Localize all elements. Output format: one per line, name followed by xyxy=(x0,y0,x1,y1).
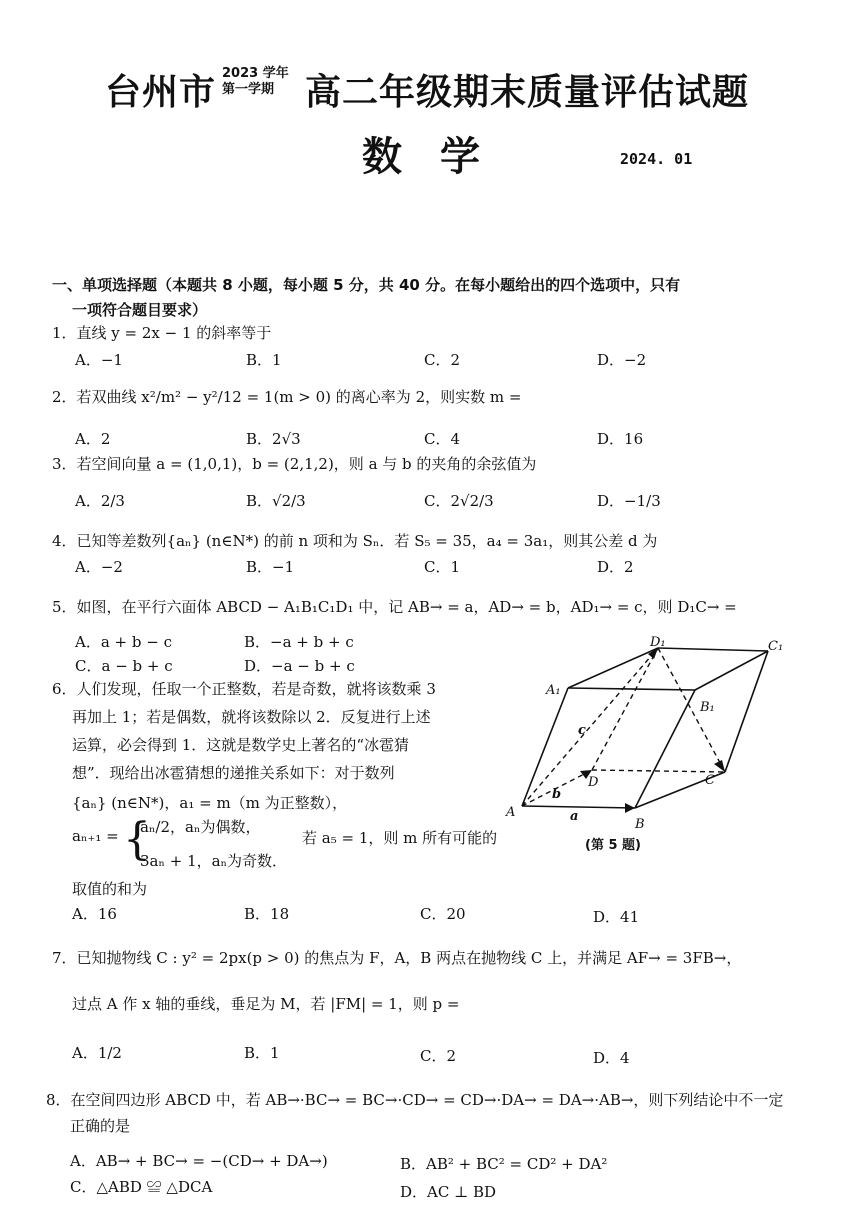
question-6-line4: 想”．现给出冰雹猜想的递推关系如下：对于数列 xyxy=(72,764,395,782)
q5-option-d: D．−a − b + c xyxy=(244,657,355,675)
question-1-stem: 1．直线 y = 2x − 1 的斜率等于 xyxy=(52,324,272,342)
arrow-a-head xyxy=(625,803,635,813)
q5-option-c: C．a − b + c xyxy=(75,657,173,675)
section-heading-line1: 一、单项选择题（本题共 8 小题，每小题 5 分，共 40 分。在每小题给出的四个选项中，只有 xyxy=(52,276,681,294)
exam-title: 高二年级期末质量评估试题 xyxy=(305,72,750,113)
label-c: C xyxy=(705,773,715,788)
edge-d1c1 xyxy=(658,648,768,651)
school-year-line2: 第一学期 xyxy=(222,82,275,97)
q4-option-c: C．1 xyxy=(424,558,461,576)
label-vector-a: a xyxy=(570,809,579,824)
q5-option-b: B．−a + b + c xyxy=(244,633,354,651)
q6-option-c: C．20 xyxy=(420,905,466,923)
label-b: B xyxy=(635,817,645,832)
q4-option-d: D．2 xyxy=(597,558,634,576)
q2-option-c: C．4 xyxy=(424,430,461,448)
q1-option-b: B．1 xyxy=(246,351,282,369)
edge-bb1 xyxy=(635,690,695,808)
label-d1: D₁ xyxy=(650,636,666,650)
edge-dc-dashed xyxy=(592,770,725,772)
q6-option-b: B．18 xyxy=(244,905,290,923)
q6-formula-case2: 3aₙ + 1，aₙ为奇数． xyxy=(140,852,288,870)
q3-option-a: A．2/3 xyxy=(75,492,125,510)
q7-option-d: D．4 xyxy=(593,1049,630,1067)
question-6-line6: 若 a₅ = 1，则 m 所有可能的 xyxy=(302,829,498,847)
question-6-line3: 运算，必会得到 1．这就是数学史上著名的“冰雹猜 xyxy=(72,736,409,754)
edge-d1c-dashed xyxy=(658,648,725,772)
q8-option-a: A．AB→ + BC→ = −(CD→ + DA→) xyxy=(70,1152,328,1170)
figure-caption: (第 5 题) xyxy=(585,838,641,853)
q8-option-c: C．△ABD ≌ △DCA xyxy=(70,1178,213,1196)
q6-formula-brace: { xyxy=(123,814,151,865)
edge-dd1-dashed xyxy=(592,648,658,770)
label-a1: A₁ xyxy=(546,683,561,698)
q4-option-b: B．−1 xyxy=(246,558,295,576)
q3-option-b: B．√2/3 xyxy=(246,492,306,510)
q8-option-d: D．AC ⊥ BD xyxy=(400,1183,497,1201)
q7-option-c: C．2 xyxy=(420,1047,457,1065)
arrow-d1c-head xyxy=(714,760,725,772)
question-7-line1: 7．已知抛物线 C : y² = 2px(p > 0) 的焦点为 F，A，B 两点在抛物线 C 上，并满足 AF→ = 3FB→， xyxy=(52,949,742,967)
edge-aa1 xyxy=(522,688,568,806)
edge-cc1 xyxy=(725,651,768,772)
q6-formula-case1: aₙ/2，aₙ为偶数， xyxy=(140,818,261,836)
question-8-line1: 8．在空间四边形 ABCD 中，若 AB→·BC→ = BC→·CD→ = CD→·DA→ = DA→·AB→，则下列结论中不一定 xyxy=(46,1091,784,1109)
city-name: 台州市 xyxy=(105,72,217,113)
question-6-line5: {aₙ} (n∈N*)，a₁ = m（m 为正整数）， xyxy=(72,794,348,812)
q4-option-a: A．−2 xyxy=(75,558,123,576)
question-3-stem: 3．若空间向量 a = (1,0,1)，b = (2,1,2)，则 a 与 b 的夹角的余弦值为 xyxy=(52,455,537,473)
q5-option-a: A．a + b − c xyxy=(75,633,172,651)
question-4-stem: 4．已知等差数列{aₙ} (n∈N*) 的前 n 项和为 Sₙ．若 S₅ = 35，a₄ = 3a₁，则其公差 d 为 xyxy=(52,532,658,550)
question-6-line7: 取值的和为 xyxy=(72,880,148,898)
q7-option-b: B．1 xyxy=(244,1044,280,1062)
question-8-line2: 正确的是 xyxy=(70,1117,131,1135)
parallelepiped-figure xyxy=(500,636,800,856)
question-6-line1: 6．人们发现，任取一个正整数，若是奇数，就将该数乘 3 xyxy=(52,680,436,698)
label-d: D xyxy=(588,775,599,790)
q1-option-c: C．2 xyxy=(424,351,461,369)
q2-option-b: B．2√3 xyxy=(246,430,301,448)
edge-a1b1 xyxy=(568,688,695,690)
q8-option-b: B．AB² + BC² = CD² + DA² xyxy=(400,1155,608,1173)
label-a: A xyxy=(506,805,516,820)
q3-option-d: D．−1/3 xyxy=(597,492,661,510)
question-7-line2: 过点 A 作 x 轴的垂线，垂足为 M，若 |FM| = 1，则 p = xyxy=(72,995,460,1013)
subject-title: 数学 xyxy=(362,134,518,180)
school-year-line1: 2023 学年 xyxy=(222,66,289,81)
question-6-line2: 再加上 1；若是偶数，就将该数除以 2．反复进行上述 xyxy=(72,708,431,726)
q3-option-c: C．2√2/3 xyxy=(424,492,494,510)
q2-option-d: D．16 xyxy=(597,430,644,448)
question-5-stem: 5．如图，在平行六面体 ABCD − A₁B₁C₁D₁ 中，记 AB→ = a，AD→ = b，AD₁→ = c，则 D₁C→ = xyxy=(52,598,737,616)
q6-option-a: A．16 xyxy=(72,905,117,923)
label-vector-c: c xyxy=(578,723,586,738)
q7-option-a: A．1/2 xyxy=(72,1044,122,1062)
section-heading-line2: 一项符合题目要求） xyxy=(72,301,208,319)
edge-ab xyxy=(522,806,635,808)
q2-option-a: A．2 xyxy=(75,430,111,448)
edge-a1d1 xyxy=(568,648,658,688)
q1-option-a: A．−1 xyxy=(75,351,123,369)
exam-date: 2024. 01 xyxy=(620,150,693,168)
label-b1: B₁ xyxy=(700,700,715,715)
label-vector-b: b xyxy=(552,787,562,802)
question-2-stem: 2．若双曲线 x²/m² − y²/12 = 1(m > 0) 的离心率为 2，则实数 m = xyxy=(52,388,522,406)
label-c1: C₁ xyxy=(768,639,784,654)
q6-formula-lhs: aₙ₊₁ = xyxy=(72,827,119,845)
q1-option-d: D．−2 xyxy=(597,351,647,369)
q6-option-d: D．41 xyxy=(593,908,640,926)
